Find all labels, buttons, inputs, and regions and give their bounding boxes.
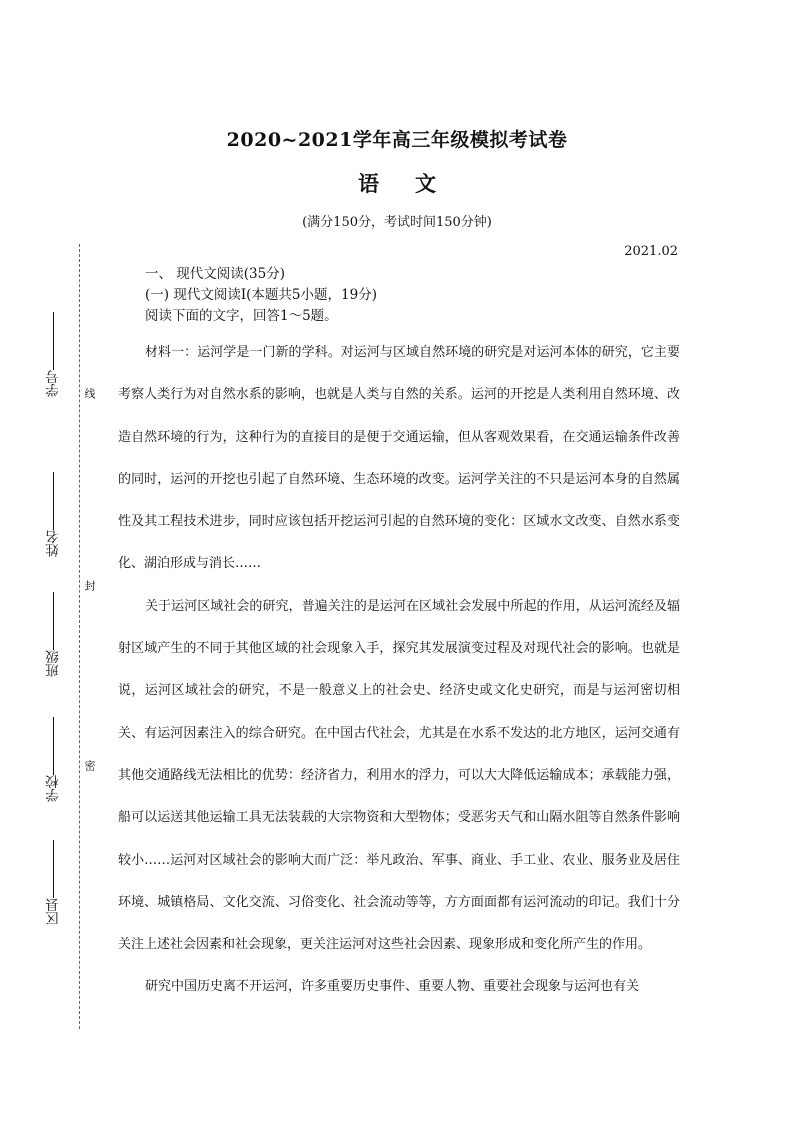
subject-title: 语文: [358, 171, 472, 196]
seal-char-line: 线: [83, 388, 96, 399]
passage-paragraph: 材料一：运河学是一门新的学科。对运河与区域自然环境的研究是对运河本体的研究，它主要考察人类行为对自然水系的影响，也就是人类与自然的关系。运河的开挖是人类利用自然环境、改造自然环境的行为，这种行为的直接目的是便于交通运输，但从客观效果看，在交通运输条件改善的同时，运河的开挖也引起了自然环境、生态环境的改变。运河学关注的不只是运河本身的自然属性及其工程技术进步，同时应该包括开挖运河引起的自然环境的变化：区域水文改变、自然水系变化、湖泊形成与消长……: [118, 345, 680, 572]
student-id-blank: [54, 312, 55, 370]
name-label: 姓名: [46, 530, 62, 557]
part-heading: 一、 现代文阅读(35分): [145, 266, 286, 282]
exam-title: 2020~2021学年高三年级模拟考试卷: [226, 129, 568, 151]
student-id-field[interactable]: [44, 310, 64, 397]
seal-char-secret: 密: [83, 760, 96, 771]
class-field[interactable]: [44, 590, 64, 677]
name-field[interactable]: [44, 470, 64, 557]
passage-paragraph: 关于运河区域社会的研究，普遍关注的是运河在区域社会发展中所起的作用，从运河流经及辐射区域产生的不同于其他区域的社会现象入手，探究其发展演变过程及对现代社会的影响。也就是说，运河区域社会的研究，不是一般意义上的社会史、经济史或文化史研究，而是与运河密切相关、有运河因素注入的综合研究。在中国古代社会，尤其是在水系不发达的北方地区，运河交通有其他交通路线无法相比的优势：经济省力，利用水的浮力，可以大大降低运输成本；承载能力强，船可以运送其他运输工具无法装载的大宗物资和大型物体；受恶劣天气和山隔水阻等自然条件影响较小……运河对区域社会的影响大而广泛：举凡政治、军事、商业、手工业、农业、服务业及居住环境、城镇格局、文化交流、习俗变化、社会流动等等，方方面面都有运河流动的印记。我们十分关注上述社会因素和社会现象，更关注运河对这些社会因素、现象形成和变化所产生的作用。: [118, 598, 680, 953]
name-blank: [54, 472, 55, 530]
school-blank: [54, 717, 55, 775]
district-label: 区县: [46, 898, 62, 925]
school-field[interactable]: [44, 715, 64, 802]
district-field[interactable]: [44, 838, 64, 925]
reading-passage: [118, 332, 680, 1009]
instruction: 阅读下面的文字，回答1～5题。: [145, 308, 338, 324]
class-blank: [54, 592, 55, 650]
seal-line: [79, 244, 80, 1029]
sub-heading: (一) 现代文阅读Ⅰ(本题共5小题，19分): [145, 287, 377, 303]
class-label: 班级: [46, 650, 62, 677]
student-id-label: 学号: [46, 370, 62, 397]
passage-paragraph: 研究中国历史离不开运河，许多重要历史事件、重要人物、重要社会现象与运河也有关: [145, 979, 640, 995]
score-info: (满分150分，考试时间150分钟): [302, 215, 492, 230]
seal-char-seal: 封: [83, 580, 96, 591]
district-blank: [54, 840, 55, 898]
school-label: 学校: [46, 775, 62, 802]
exam-date: 2021.02: [624, 244, 678, 259]
